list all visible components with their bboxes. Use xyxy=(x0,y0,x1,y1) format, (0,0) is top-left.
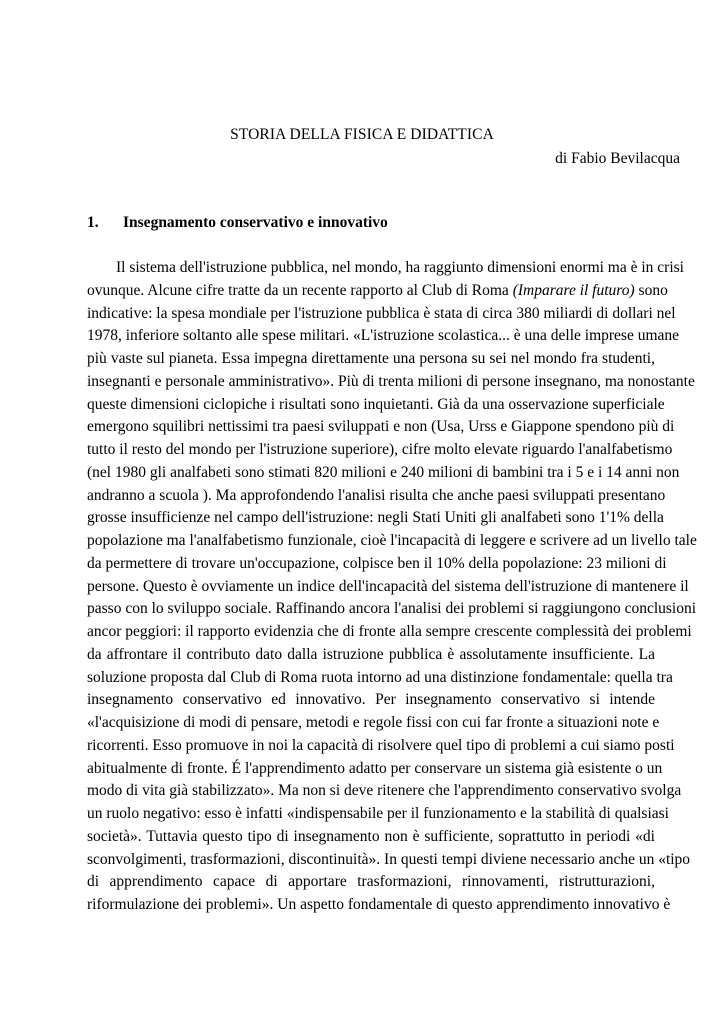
text-line: (nel 1980 gli analfabeti sono stimati 820 milioni e 240 milioni di bambini tra i 5 e i 14 anni non xyxy=(87,463,680,481)
text-line: da permettere di trovare un'occupazione, colpisce ben il 10% della popolazione: 23 milioni di xyxy=(87,554,667,572)
section-heading xyxy=(87,214,388,232)
text-segment: sono xyxy=(638,281,668,299)
section-title: Insegnamento conservativo e innovativo xyxy=(123,214,388,231)
text-line: da affrontare il contributo dato dalla istruzione pubblica è assolutamente insufficiente. La xyxy=(87,645,655,663)
text-line: 1978, inferiore soltanto alle spese militari. «L'istruzione scolastica... è una delle imprese umane xyxy=(87,327,680,345)
text-line: Il sistema dell'istruzione pubblica, nel mondo, ha raggiunto dimensioni enormi ma è in crisi xyxy=(116,259,684,276)
text-line: un ruolo negativo: esso è infatti «indispensabile per il funzionamento e la stabilità di qualsiasi xyxy=(87,805,669,822)
document-author: di Fabio Bevilacqua xyxy=(555,150,680,167)
text-line: soluzione proposta dal Club di Roma ruota intorno ad una distinzione fondamentale: quella tra xyxy=(87,668,673,686)
text-line: modo di vita già stabilizzato». Ma non si deve ritenere che l'apprendimento conservativo svolga xyxy=(87,782,682,800)
document-title: STORIA DELLA FISICA E DIDATTICA xyxy=(230,126,494,143)
text-line: di apprendimento capace di apportare trasformazioni, rinnovamenti, ristrutturazioni, xyxy=(87,873,655,891)
section-number: 1. xyxy=(87,214,99,231)
text-segment: ovunque. Alcune cifre tratte da un recente rapporto al Club di Roma xyxy=(87,281,509,299)
text-line: queste dimensioni ciclopiche i risultati sono inquietanti. Già da una osservazione superficiale xyxy=(87,395,665,413)
text-line: insegnanti e personale amministrativo». Più di trenta milioni di persone insegnano, ma nonostante xyxy=(87,372,695,390)
text-line: popolazione ma l'analfabetismo funzionale, cioè l'incapacità di leggere e scrivere ad un livello tale xyxy=(87,532,697,549)
text-line: abitualmente di fronte. É l'apprendimento adatto per conservare un sistema già esistente o un xyxy=(87,759,663,777)
text-line: insegnamento conservativo ed innovativo. Per insegnamento conservativo si intende xyxy=(87,691,655,709)
italic-book-title: (Imparare il futuro) xyxy=(512,281,635,299)
text-line: tutto il resto del mondo per l'istruzione superiore), cifre molto elevate riguardo l'analfabetismo xyxy=(87,441,673,458)
text-line: «l'acquisizione di modi di pensare, metodi e regole fissi con cui far fronte a situazioni note e xyxy=(87,714,660,731)
text-line: andranno a scuola ). Ma approfondendo l'analisi risulta che anche paesi sviluppati presentano xyxy=(87,486,666,504)
text-line: ancor peggiori: il rapporto evidenzia che di fronte alla sempre crescente complessità dei problemi xyxy=(87,623,692,640)
text-line: grosse insufficienze nel campo dell'istruzione: negli Stati Uniti gli analfabeti sono 1'1% della xyxy=(87,509,664,527)
text-line: più vaste sul pianeta. Essa impegna direttamente una persona su sei nel mondo fra studenti, xyxy=(87,350,655,367)
text-line: sconvolgimenti, trasformazioni, discontinuità». In questi tempi diviene necessario anche un «tipo xyxy=(87,850,691,868)
text-line: società». Tuttavia questo tipo di insegnamento non è sufficiente, soprattutto in periodi «di xyxy=(87,827,655,845)
text-line: passo con lo sviluppo sociale. Raffinando ancora l'analisi dei problemi si raggiungono conclusioni xyxy=(87,600,697,618)
text-line: persone. Questo è ovviamente un indice dell'incapacità del sistema dell'istruzione di mantenere il xyxy=(87,577,689,595)
body-paragraph xyxy=(87,257,697,917)
text-line: indicative: la spesa mondiale per l'istruzione pubblica è stata di circa 380 miliardi di dollari nel xyxy=(87,304,676,322)
text-line: ricorrenti. Esso promuove in noi la capacità di risolvere quel tipo di problemi a cui siamo posti xyxy=(87,736,675,754)
text-line: riformulazione dei problemi». Un aspetto fondamentale di questo apprendimento innovativo è xyxy=(87,896,671,913)
text-line xyxy=(87,280,668,303)
text-line: emergono squilibri nettissimi tra paesi sviluppati e non (Usa, Urss e Giappone spendono più di xyxy=(87,418,675,436)
